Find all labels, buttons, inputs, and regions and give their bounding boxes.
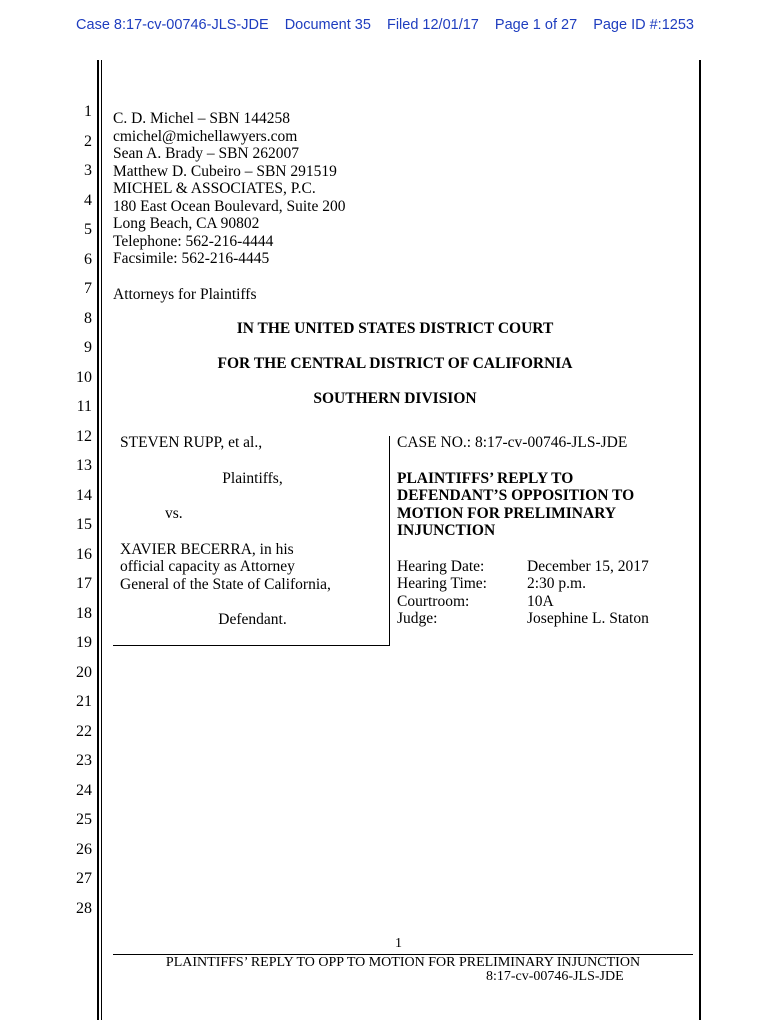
page-number: 1 — [395, 936, 402, 951]
counsel-line: Sean A. Brady – SBN 262007 — [113, 145, 299, 162]
line-number: 13 — [76, 457, 92, 474]
hearing-row — [397, 575, 649, 593]
versus: vs. — [165, 505, 183, 522]
hearing-label: Hearing Date: — [397, 557, 485, 575]
line-number: 5 — [84, 221, 92, 238]
header-case: Case 8:17-cv-00746-JLS-JDE — [76, 17, 269, 33]
counsel-line: Matthew D. Cubeiro – SBN 291519 — [113, 162, 337, 180]
line-number: 2 — [84, 132, 92, 150]
header-page-id: Page ID #:1253 — [593, 17, 694, 33]
hearing-label: Hearing Time: — [397, 575, 487, 592]
document-title-line: DEFENDANT’S OPPOSITION TO — [397, 487, 635, 504]
counsel-facsimile: Facsimile: 562-216-4445 — [113, 250, 270, 267]
line-number: 4 — [84, 191, 92, 209]
line-number: 14 — [76, 486, 92, 504]
line-number: 3 — [84, 162, 92, 179]
plaintiff-role: Plaintiffs, — [222, 469, 283, 487]
line-number: 18 — [76, 604, 92, 622]
line-number: 24 — [76, 781, 92, 799]
ecf-header — [0, 17, 770, 33]
hearing-row — [397, 610, 649, 628]
attorneys-for: Attorneys for Plaintiffs — [113, 286, 257, 303]
document-title-line: PLAINTIFFS’ REPLY TO — [397, 469, 574, 487]
caption-case-info — [397, 434, 692, 628]
left-margin-rule — [97, 60, 99, 1020]
court-name: IN THE UNITED STATES DISTRICT COURT — [236, 320, 554, 337]
line-number: 27 — [76, 870, 92, 887]
left-margin-rule-inner — [101, 60, 102, 1020]
plaintiff-name: STEVEN RUPP, et al., — [120, 434, 263, 451]
counsel-email: cmichel@michellawyers.com — [113, 127, 298, 145]
hearing-value: Josephine L. Staton — [527, 610, 649, 627]
line-number: 19 — [76, 634, 92, 651]
hearing-value: 10A — [527, 592, 554, 610]
caption-parties — [120, 434, 385, 629]
line-number: 28 — [76, 899, 92, 917]
line-number: 20 — [76, 663, 92, 681]
counsel-city: Long Beach, CA 90802 — [113, 215, 260, 232]
line-number: 6 — [84, 250, 92, 268]
counsel-telephone: Telephone: 562-216-4444 — [113, 232, 274, 250]
line-number: 16 — [76, 545, 92, 563]
defendant-line: XAVIER BECERRA, in his — [120, 540, 294, 558]
line-number: 10 — [76, 368, 92, 386]
line-number: 17 — [76, 575, 92, 592]
line-number: 21 — [76, 693, 92, 710]
hearing-label: Courtroom: — [397, 592, 470, 610]
header-filed: Filed 12/01/17 — [386, 17, 479, 33]
line-number: 12 — [76, 427, 92, 445]
line-number: 11 — [76, 398, 92, 415]
line-number: 23 — [76, 752, 92, 769]
pleading-line-numbers — [70, 97, 92, 923]
counsel-firm: MICHEL & ASSOCIATES, P.C. — [113, 180, 316, 197]
defendant-line: official capacity as Attorney — [120, 558, 295, 575]
hearing-label: Judge: — [397, 610, 438, 627]
right-margin-rule — [699, 60, 701, 1020]
caption-divider — [389, 436, 390, 645]
header-document: Document 35 — [284, 17, 371, 33]
line-number: 22 — [76, 722, 92, 740]
document-title-line: INJUNCTION — [397, 522, 496, 539]
defendant-role: Defendant. — [218, 611, 287, 628]
line-number: 1 — [84, 103, 92, 120]
counsel-line: C. D. Michel – SBN 144258 — [113, 110, 290, 127]
hearing-row — [397, 558, 649, 576]
document-title-line: MOTION FOR PRELIMINARY — [397, 504, 617, 522]
case-number: CASE NO.: 8:17-cv-00746-JLS-JDE — [397, 434, 628, 451]
header-page: Page 1 of 27 — [494, 17, 578, 33]
counsel-block — [113, 110, 345, 268]
line-number: 15 — [76, 516, 92, 533]
footer-title: PLAINTIFFS’ REPLY TO OPP TO MOTION FOR PRELIMINARY INJUNCTION — [165, 955, 641, 970]
line-number: 26 — [76, 840, 92, 858]
court-district: FOR THE CENTRAL DISTRICT OF CALIFORNIA — [217, 355, 573, 372]
counsel-address: 180 East Ocean Boulevard, Suite 200 — [113, 197, 346, 215]
hearing-value: 2:30 p.m. — [527, 575, 586, 592]
hearing-row — [397, 593, 649, 611]
caption-bottom-rule — [113, 645, 390, 646]
line-number: 7 — [84, 280, 92, 297]
hearing-value: December 15, 2017 — [527, 557, 649, 575]
footer-case-number: 8:17-cv-00746-JLS-JDE — [486, 969, 624, 984]
defendant-line: General of the State of California, — [120, 575, 331, 593]
line-number: 9 — [84, 339, 92, 356]
line-number: 25 — [76, 811, 92, 828]
line-number: 8 — [84, 309, 92, 327]
hearing-info — [397, 558, 649, 628]
court-division: SOUTHERN DIVISION — [313, 390, 477, 407]
